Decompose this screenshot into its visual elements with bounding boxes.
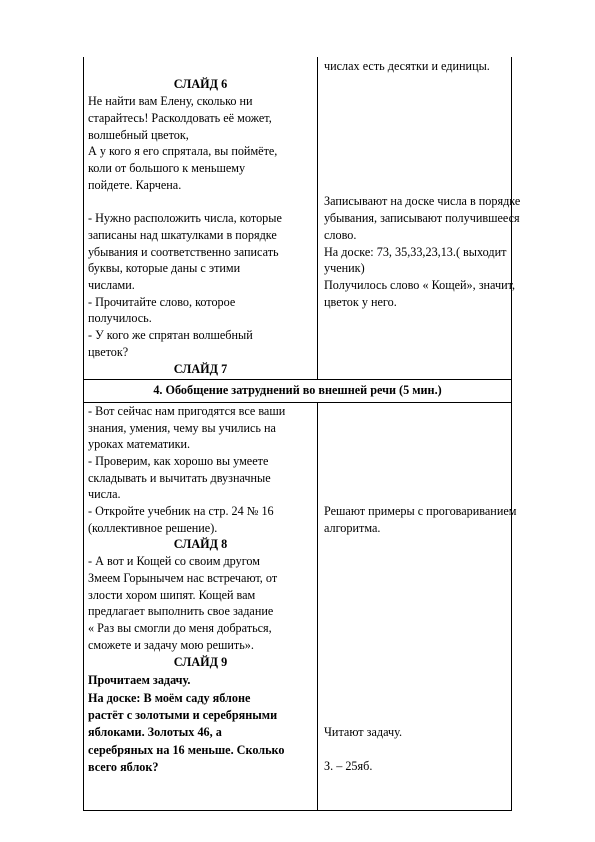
task-line: - У кого же спрятан волшебный <box>88 328 253 342</box>
teacher-line: складывать и вычитать двузначные <box>88 471 271 485</box>
teacher-line: числа. <box>88 487 121 501</box>
task-line: убывания и соответственно записать <box>88 245 279 259</box>
teacher-line: знания, умения, чему вы учились на <box>88 421 276 435</box>
teacher-line: Змеем Горынычем нас встречают, от <box>88 571 278 585</box>
pupil-activity-line: слово. <box>324 228 357 242</box>
problem-line: растёт с золотыми и серебряными <box>88 708 278 722</box>
teacher-line: - Откройте учебник на стр. 24 № 16 <box>88 504 274 518</box>
task-line: записаны над шкатулками в порядке <box>88 228 277 242</box>
table-row-border-top-of-heading <box>83 379 512 380</box>
table-right-border <box>511 57 512 811</box>
slide-8-label: СЛАЙД 8 <box>173 537 228 551</box>
teacher-line: - Вот сейчас нам пригодятся все ваши <box>88 404 286 418</box>
section-4-heading: 4. Обобщение затруднений во внешней речи (5 мин.) <box>153 383 442 397</box>
task-line: цветок? <box>88 345 129 359</box>
teacher-line: - А вот и Кощей со своим другом <box>88 554 260 568</box>
riddle-line: коли от большого к меньшему <box>88 161 246 175</box>
table-bottom-border <box>83 810 512 811</box>
slide-7-label: СЛАЙД 7 <box>173 362 228 376</box>
riddle-line: волшебный цветок, <box>88 128 189 142</box>
riddle-line: пойдете. Карчена. <box>88 178 182 192</box>
problem-line: серебряных на 16 меньше. Сколько <box>88 743 285 757</box>
riddle-line: А у кого я его спрятала, вы поймёте, <box>88 144 278 158</box>
task-line: буквы, которые даны с этими <box>88 261 241 275</box>
teacher-line: сможете и задачу мою решить». <box>88 638 254 652</box>
riddle-line: старайтесь! Расколдовать её может, <box>88 111 272 125</box>
table-left-border <box>83 57 84 811</box>
teacher-line: предлагает выполнить свое задание <box>88 604 274 618</box>
task-line: получилось. <box>88 311 152 325</box>
problem-line: яблоками. Золотых 46, а <box>88 725 222 739</box>
slide-9-label: СЛАЙД 9 <box>173 655 228 669</box>
teacher-line: уроках математики. <box>88 437 191 451</box>
pupil-activity-line: На доске: 73, 35,33,23,13.( выходит <box>324 245 507 259</box>
problem-line: На доске: В моём саду яблоне <box>88 691 251 705</box>
task-line: - Нужно расположить числа, которые <box>88 211 282 225</box>
task-line: числами. <box>88 278 135 292</box>
pupil-solve-line: Решают примеры с проговариванием <box>324 504 517 518</box>
task-line: - Прочитайте слово, которое <box>88 295 236 309</box>
teacher-line: (коллективное решение). <box>88 521 218 535</box>
table-column-divider-top <box>317 57 318 379</box>
riddle-line: Не найти вам Елену, сколько ни <box>88 94 253 108</box>
pupil-activity-line: Записывают на доске числа в порядке <box>324 194 521 208</box>
problem-line: Прочитаем задачу. <box>88 673 191 687</box>
pupil-read-line: Читают задачу. <box>324 725 403 739</box>
table-column-divider-bottom <box>317 402 318 811</box>
pupil-activity-line: ученик) <box>324 261 365 275</box>
slide-6-label: СЛАЙД 6 <box>173 77 228 91</box>
pupil-activity-line: цветок у него. <box>324 295 397 309</box>
teacher-line: « Раз вы смогли до меня добраться, <box>88 621 272 635</box>
pupil-answer-line: З. – 25яб. <box>324 759 373 773</box>
pupil-solve-line: алгоритма. <box>324 521 381 535</box>
teacher-line: - Проверим, как хорошо вы умеете <box>88 454 269 468</box>
pupil-activity-line: убывания, записывают получившееся <box>324 211 520 225</box>
teacher-line: злости хором шипят. Кощей вам <box>88 588 256 602</box>
pupil-activity-line: Получилось слово « Кощей», значит, <box>324 278 516 292</box>
right-text-top-0: числах есть десятки и единицы. <box>324 59 490 73</box>
problem-line: всего яблок? <box>88 760 159 774</box>
